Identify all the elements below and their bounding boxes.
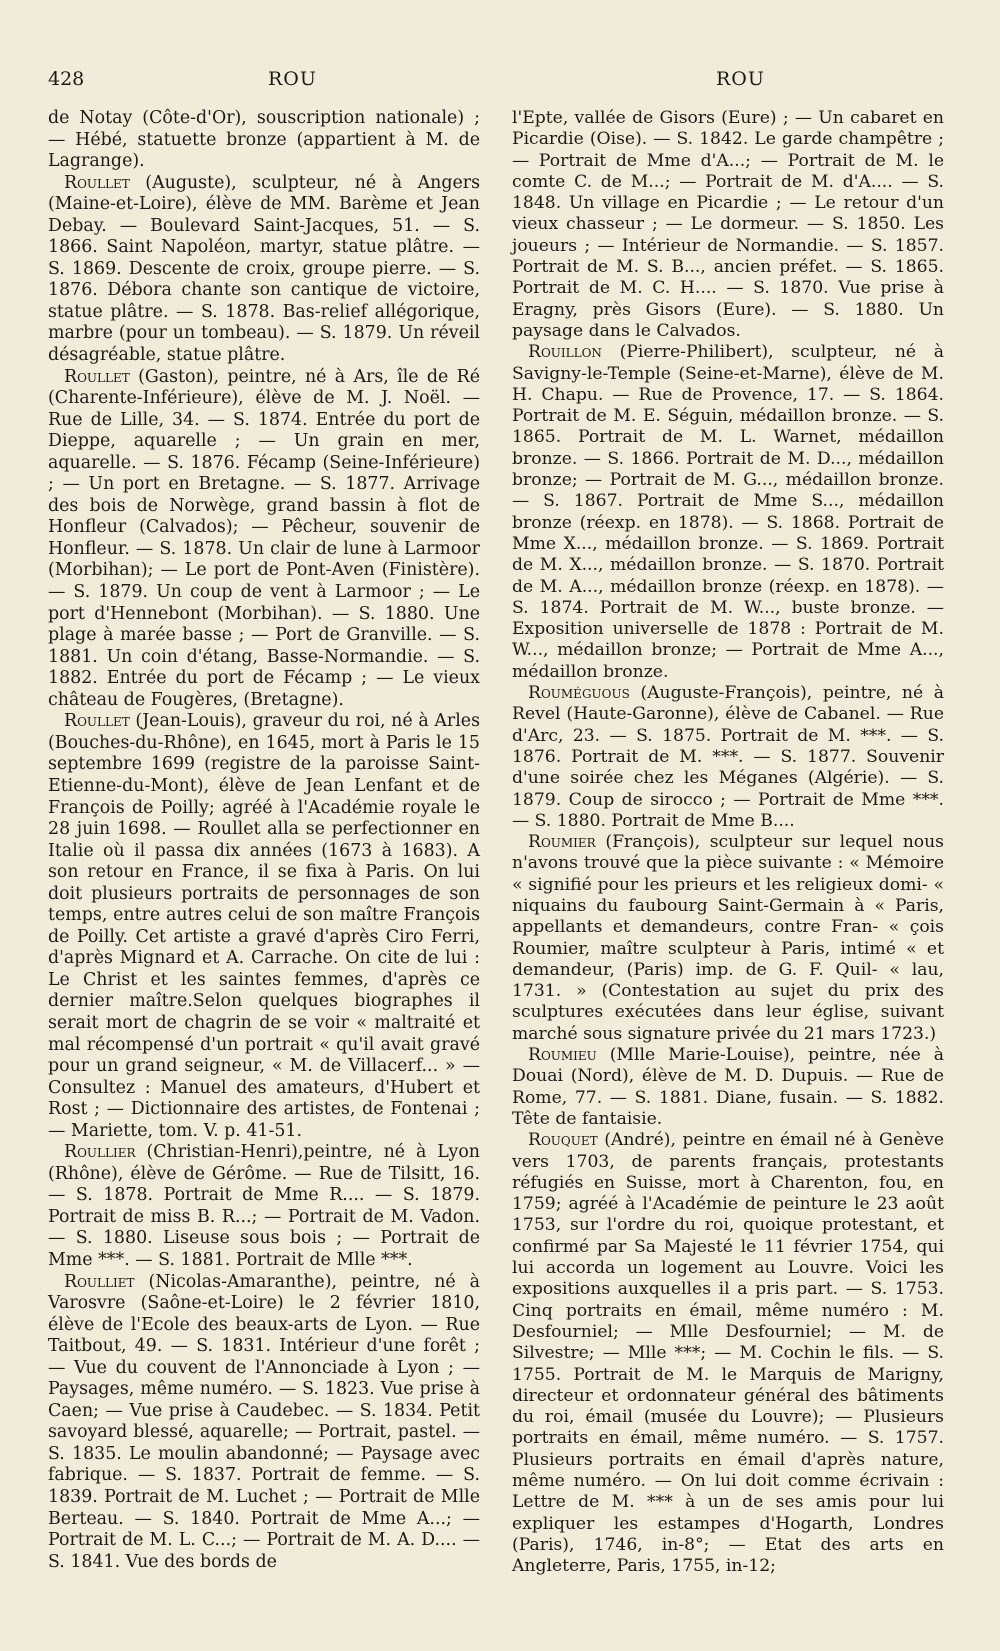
entry-text: (André), peintre en émail né à Genève vers 1703, de parents français, protestants réfugiés en Suisse, mort à Charenton, fou, en 1759; agréé à l'Académie de peinture le 23 août 1753, sur l'ordre du roi, quoique protestant, et confirmé par Sa Majesté le 11 février 1754, qui lui accorda un logement au Louvre. Voici les expositions auxquelles il a pris part. — S. 1753. Cinq portraits en émail, même numéro : M. Desfourniel; — Mlle Desfourniel; — M. de Silvestre; — Mlle ***; — M. Cochin le fils. — S. 1755. Portrait de M. le Marquis de Marigny, directeur et ordonnateur général des bâtiments du roi, émail (musée du Louvre); — Plusieurs portraits en émail, même numéro. — S. 1757. Plusieurs portraits en émail d'après nature, même numéro. — On lui doit comme écrivain : Lettre de M. *** à un de ses amis pour lui expliquer les estampes d'Hogarth, Londres (Paris), 1746, in-8°; — Etat des arts en Angleterre, Paris, 1755, in-12;: [512, 1130, 944, 1577]
entry-name: Roulliet: [64, 1271, 135, 1292]
running-head-right: ROU: [716, 68, 765, 90]
entry-name: Roullier: [64, 1142, 136, 1163]
entry-text: (Mlle Marie-Louise), peintre, née à Douai (Nord), élève de M. D. Dupuis. — Rue de Rome, 77. — S. 1881. Diane, fusain. — S. 1882. Tête de fantaisie.: [512, 1045, 945, 1129]
page-number: 428: [48, 68, 85, 90]
entry-text: de Notay (Côte-d'Or), souscription nationale) ; — Hébé, statuette bronze (appartient à M. de Lagrange).: [48, 108, 480, 172]
entry-name: Roullet: [64, 172, 130, 193]
right-column: [512, 108, 944, 1577]
entry-text: (Christian-Henri),peintre, né à Lyon (Rhône), élève de Gérôme. — Rue de Tilsitt, 16. — S. 1878. Portrait de Mme R.... — S. 1879. Portrait de miss B. R...; — Portrait de M. Vadon. — S. 1880. Liseuse sous bois ; — Portrait de Mme ***. — S. 1881. Portrait de Mlle ***.: [48, 1142, 481, 1270]
entry-notay-continuation: [48, 108, 480, 173]
entry-name: Rouméguous: [528, 683, 630, 704]
entry-roullier: [48, 1142, 480, 1271]
entry-text: l'Epte, vallée de Gisors (Eure) ; — Un cabaret en Picardie (Oise). — S. 1842. Le garde champêtre ; — Portrait de Mme d'A...; — Portrait de M. le comte C. de M...; — Portrait de M. d'A.... — S. 1848. Un village en Picardie ; — Le retour d'un vieux chasseur ; — Le dormeur. — S. 1850. Les joueurs ; — Intérieur de Normandie. — S. 1857. Portrait de M. S. B..., ancien préfet. — S. 1865. Portrait de M. C. H.... — S. 1870. Vue prise à Eragny, près Gisors (Eure). — S. 1880. Un paysage dans le Calvados.: [512, 108, 944, 341]
entry-name: Roumier: [528, 832, 596, 853]
entry-text: (Pierre-Philibert), sculpteur, né à Savigny-le-Temple (Seine-et-Marne), élève de M. H. Chapu. — Rue de Provence, 17. — S. 1864. Portrait de M. E. Séguin, médaillon bronze. — S. 1865. Portrait de M. L. Warnet, médaillon bronze. — S. 1866. Portrait de M. D..., médaillon bronze; — Portrait de M. G..., médaillon bronze. — S. 1867. Portrait de Mme S..., médaillon bronze (réexp. en 1878). — S. 1868. Portrait de Mme X..., médaillon bronze. — S. 1869. Portrait de M. X..., médaillon bronze. — S. 1870. Portrait de M. A..., médaillon bronze (réexp. en 1878). — S. 1874. Portrait de M. W..., buste bronze. — Exposition universelle de 1878 : Portrait de M. W..., médaillon bronze; — Portrait de Mme A..., médaillon bronze.: [512, 342, 944, 682]
left-column: [48, 108, 480, 1573]
entry-text: (Nicolas-Amaranthe), peintre, né à Varosvre (Saône-et-Loire) le 2 février 1810, élève de l'Ecole des beaux-arts de Lyon. — Rue Taitbout, 49. — S. 1831. Intérieur d'une forêt ; — Vue du couvent de l'Annonciade à Lyon ; — Paysages, même numéro. — S. 1823. Vue prise à Caen; — Vue prise à Caudebec. — S. 1834. Petit savoyard blessé, aquarelle; — Portrait, pastel. — S. 1835. Le moulin abandonné; — Paysage avec fabrique. — S. 1837. Portrait de femme. — S. 1839. Portrait de M. Luchet ; — Portrait de Mlle Berteau. — S. 1840. Portrait de Mme A...; — Portrait de M. L. C...; — Portrait de M. A. D.... — S. 1841. Vue des bords de: [48, 1271, 480, 1572]
entry-name: Roullet: [64, 366, 130, 387]
entry-name: Roullet: [64, 711, 130, 732]
page-header: [48, 68, 938, 98]
entry-text: (Gaston), peintre, né à Ars, île de Ré (Charente-Inférieure), élève de M. J. Noël. — Rue de Lille, 34. — S. 1874. Entrée du port de Dieppe, aquarelle ; — Un grain en mer, aquarelle. — S. 1876. Fécamp (Seine-Inférieure) ; — Un port en Bretagne. — S. 1877. Arrivage des bois de Norwège, grand bassin à flot de Honfleur (Calvados); — Pêcheur, souvenir de Honfleur. — S. 1878. Un clair de lune à Larmoor (Morbihan); — Le port de Pont-Aven (Finistère). — S. 1879. Un coup de vent à Larmoor ; — Le port d'Hennebont (Morbihan). — S. 1880. Une plage à marée basse ; — Port de Granville. — S. 1881. Un coin d'étang, Basse-Normandie. — S. 1882. Entrée du port de Fécamp ; — Le vieux château de Fougères, (Bretagne).: [48, 366, 480, 710]
entry-text: (François), sculpteur sur lequel nous n'avons trouvé que la pièce suivante : « Mémoire « signifié pour les prieurs et les religieux domi- « niquains du faubourg Saint-Germain à « Paris, appellants et demandeurs, contre Fran- « çois Roumier, maître sculpteur à Paris, intimé « et demandeur, (Paris) imp. de G. F. Quil- « lau, 1731. » (Contestation au sujet du prix des sculptures exécutées dans leur église, suivant marché sous signature privée du 21 mars 1723.): [512, 832, 945, 1044]
entry-roumieu: [512, 1045, 944, 1130]
entry-rouillon: [512, 342, 944, 683]
entry-name: Rouillon: [528, 342, 602, 363]
entry-roullet-jean-louis: [48, 711, 480, 1142]
entry-name: Rouquet: [528, 1130, 598, 1151]
entry-text: (Auguste), sculpteur, né à Angers (Maine-et-Loire), élève de MM. Barème et Jean Debay. — Boulevard Saint-Jacques, 51. — S. 1866. Saint Napoléon, martyr, statue plâtre. — S. 1869. Descente de croix, groupe pierre. — S. 1876. Débora chante son cantique de victoire, statue plâtre. — S. 1878. Bas-relief allégorique, marbre (pour un tombeau). — S. 1879. Un réveil désagréable, statue plâtre.: [48, 172, 481, 366]
entry-roullet-auguste: [48, 173, 480, 367]
entry-roulliet: [48, 1272, 480, 1574]
entry-roumier: [512, 832, 944, 1045]
entry-name: Roumieu: [528, 1045, 597, 1066]
entry-text: (Jean-Louis), graveur du roi, né à Arles (Bouches-du-Rhône), en 1645, mort à Paris le 15 septembre 1699 (registre de la paroisse Saint-Etienne-du-Mont), élève de Jean Lenfant et de François de Poilly; agréé à l'Académie royale le 28 juin 1698. — Roullet alla se perfectionner en Italie où il passa dix années (1673 à 1683). A son retour en France, il se fixa à Paris. On lui doit plusieurs portraits de personnages de son temps, entre autres celui de son maître François de Poilly. Cet artiste a gravé d'après Ciro Ferri, d'après Mignard et A. Carrache. On cite de lui : Le Christ et les saintes femmes, d'après ce dernier maître.Selon quelques biographes il serait mort de chagrin de se voir « maltraité et mal récompensé d'un portrait « qu'il avait gravé pour un grand seigneur, « M. de Villacerf... » — Consultez : Manuel des amateurs, d'Hubert et Rost ; — Dictionnaire des artistes, de Fontenai ; — Mariette, tom. V. p. 41-51.: [48, 711, 480, 1141]
entry-text: (Auguste-François), peintre, né à Revel (Haute-Garonne), élève de Cabanel. — Rue d'Arc, 23. — S. 1875. Portrait de M. ***. — S. 1876. Portrait de M. ***. — S. 1877. Souvenir d'une soirée chez les Méganes (Algérie). — S. 1879. Coup de sirocco ; — Portrait de Mme ***. — S. 1880. Portrait de Mme B....: [512, 683, 944, 831]
running-head-left: ROU: [268, 68, 317, 90]
entry-roumeguous: [512, 683, 944, 832]
entry-roullet-gaston: [48, 367, 480, 712]
entry-roulliet-continuation: [512, 108, 944, 342]
entry-rouquet: [512, 1130, 944, 1577]
